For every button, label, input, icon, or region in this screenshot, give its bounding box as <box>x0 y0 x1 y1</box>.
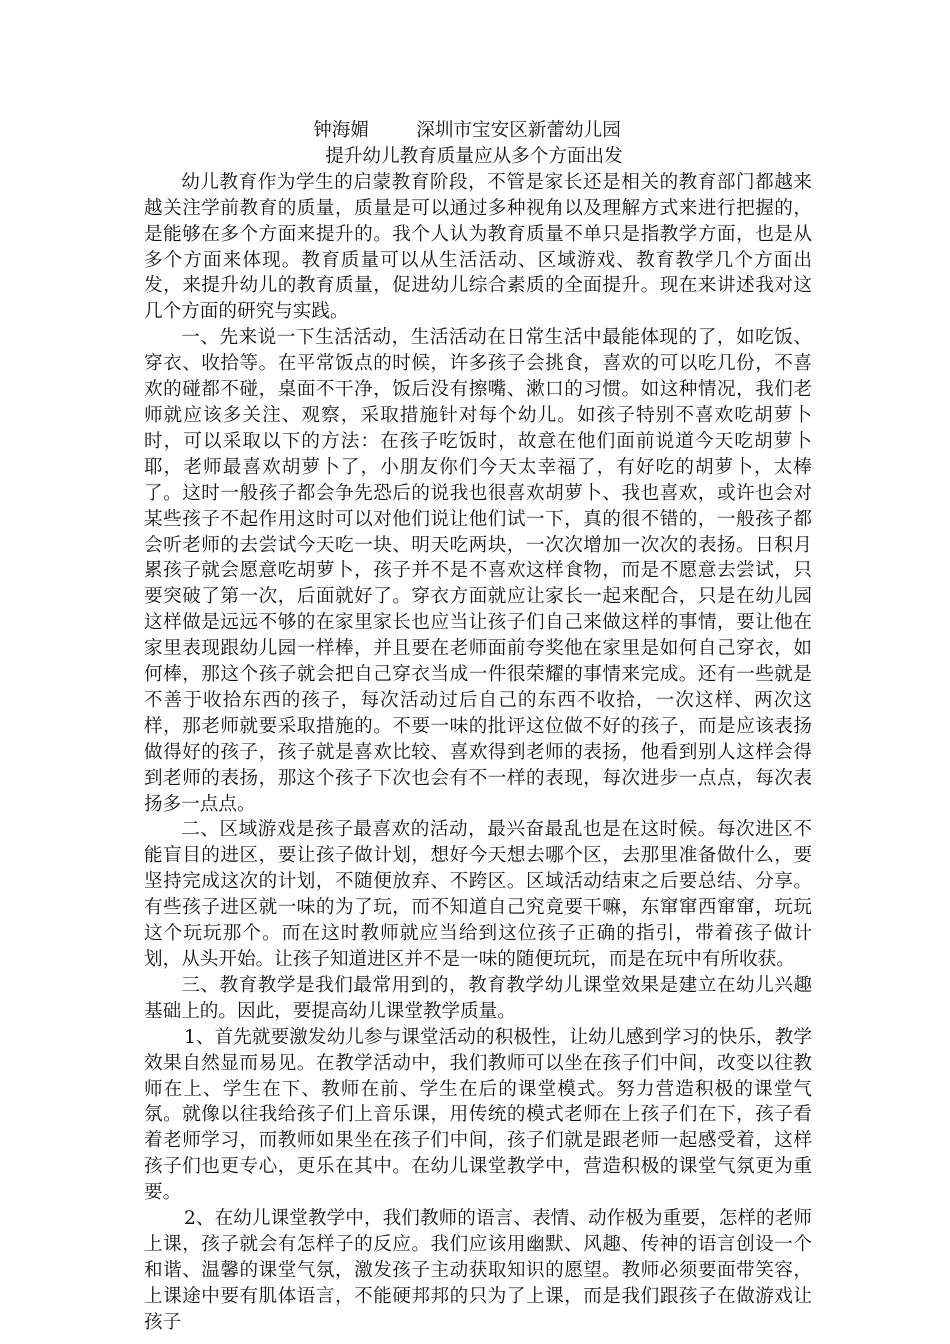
paragraph-life-activities: 一、先来说一下生活活动，生活活动在日常生活中最能体现的了，如吃饭、穿衣、收拾等。在平常饭点的时候，许多孩子会挑食，喜欢的可以吃几份，不喜欢的碰都不碰，桌面不干净，饭后没有擦嘴、漱口的习惯。如这种情况，我们老师就应该多关注、观察，采取措施针对每个幼儿。如孩子特别不喜欢吃胡萝卜时，可以采取以下的方法：在孩子吃饭时，故意在他们面前说道今天吃胡萝卜耶，老师最喜欢胡萝卜了，小朋友你们今天太幸福了，有好吃的胡萝卜，太棒了。这时一般孩子都会争先恐后的说我也很喜欢胡萝卜、我也喜欢，或许也会对某些孩子不起作用这时可以对他们说让他们试一下，真的很不错的，一般孩子都会听老师的去尝试今天吃一块、明天吃两块，一次次增加一次次的表扬。日积月累孩子就会愿意吃胡萝卜，孩子并不是不喜欢这样食物，而是不愿意去尝试，只要突破了第一次，后面就好了。穿衣方面就应让家长一起来配合，只是在幼儿园这样做是远远不够的在家里家长也应当让孩子们自己来做这样的事情，要让他在家里表现跟幼儿园一样棒，并且要在老师面前夸奖他在家里是如何自己穿衣，如何棒，那这个孩子就会把自己穿衣当成一件很荣耀的事情来完成。还有一些就是不善于收拾东西的孩子，每次活动过后自己的东西不收拾，一次这样、两次这样，那老师就要采取措施的。不要一味的批评这位做不好的孩子，而是应该表扬做得好的孩子，孩子就是喜欢比较、喜欢得到老师的表扬，他看到别人这样会得到老师的表扬，那这个孩子下次也会有不一样的表现，每次进步一点点，每次表扬多一点点。 <box>144 327 812 815</box>
document-title: 提升幼儿教育质量应从多个方面出发 <box>325 145 623 167</box>
paragraph-teaching: 三、教育教学是我们最常用到的，教育教学幼儿课堂效果是建立在幼儿兴趣基础上的。因此，要提高幼儿课堂教学质量。 <box>144 974 812 1022</box>
document-body <box>144 118 812 1336</box>
institution-name: 深圳市宝安区新蕾幼儿园 <box>416 120 621 141</box>
paragraph-teaching-point-2: 2、在幼儿课堂教学中，我们教师的语言、表情、动作极为重要，怎样的老师上课，孩子就会有怎样子的反应。我们应该用幽默、风趣、传神的语言创设一个和谐、温馨的课堂气氛，激发孩子主动获取知识的愿望。教师必须要面带笑容，上课途中要有肌体语言，不能硬邦邦的只为了上课，而是我们跟孩子在做游戏让孩子 <box>144 1208 812 1333</box>
author-line <box>144 118 812 144</box>
paragraph-intro: 幼儿教育作为学生的启蒙教育阶段，不管是家长还是相关的教育部门都越来越关注学前教育的质量，质量是可以通过多种视角以及理解方式来进行把握的，是能够在多个方面来提升的。我个人认为教育质量不单只是指教学方面，也是从多个方面来体现。教育质量可以从生活活动、区域游戏、教育教学几个方面出发，来提升幼儿的教育质量，促进幼儿综合素质的全面提升。现在来讲述我对这几个方面的研究与实践。 <box>144 171 812 323</box>
author-name: 钟海媚 <box>313 120 369 141</box>
paragraph-area-games: 二、区域游戏是孩子最喜欢的活动，最兴奋最乱也是在这时候。每次进区不能盲目的进区，要让孩子做计划，想好今天想去哪个区，去那里准备做什么，要坚持完成这次的计划，不随便放弃、不跨区。区域活动结束之后要总结、分享。有些孩子进区就一味的为了玩，而不知道自己究竟要干嘛，东窜窜西窜窜，玩玩这个玩玩那个。而在这时教师就应当给到这位孩子正确的指引，带着孩子做计划，从头开始。让孩子知道进区并不是一味的随便玩玩，而是在玩中有所收获。 <box>144 819 812 970</box>
paragraph-teaching-point-1: 1、首先就要激发幼儿参与课堂活动的积极性，让幼儿感到学习的快乐，教学效果自然显而易见。在教学活动中，我们教师可以坐在孩子们中间，改变以往教师在上、学生在下、教师在前、学生在后的课堂模式。努力营造积极的课堂气氛。就像以往我给孩子们上音乐课，用传统的模式老师在上孩子们在下，孩子看着老师学习，而教师如果坐在孩子们中间，孩子们就是跟老师一起感受着，这样孩子们也更专心，更乐在其中。在幼儿课堂教学中，营造积极的课堂气氛更为重要。 <box>144 1026 812 1204</box>
